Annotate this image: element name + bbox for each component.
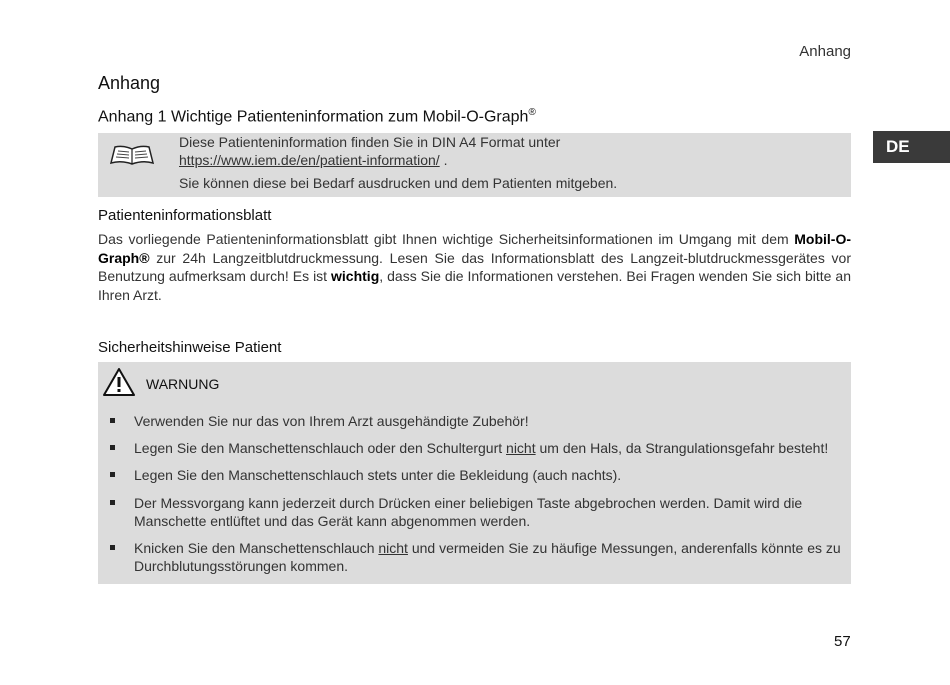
item-text: Der Messvorgang kann jederzeit durch Drücken einer beliebigen Taste abgebrochen werden. Damit wird die Manschette entlüftet und das Gerät kann abgenommen werden. [134, 494, 803, 529]
page-content [98, 73, 851, 584]
item-text: um den Hals, da Strangulationsgefahr besteht! [535, 440, 829, 457]
bullet [110, 500, 115, 505]
list-item [98, 439, 851, 457]
chapter-title: Anhang [98, 73, 161, 93]
registered-mark: ® [528, 107, 536, 118]
item-text: und vermeiden Sie zu häufige Messungen, anderenfalls könnte es zu Durchblutungsstörungen kommen. [134, 539, 841, 575]
page-number: 57 [834, 633, 851, 650]
patient-sheet-heading: Patienteninformationsblatt [98, 207, 272, 225]
book-icon [109, 144, 155, 169]
warning-list [98, 412, 851, 575]
info-box [98, 133, 851, 197]
running-header: Anhang [799, 43, 851, 60]
patient-sheet-text [98, 230, 851, 304]
section-title [98, 107, 851, 126]
section-title-text: Anhang 1 Wichtige Patienteninformation zum Mobil-O-Graph [98, 108, 529, 126]
item-text: Legen Sie den Manschettenschlauch oder den Schultergurt [134, 440, 507, 457]
info-line-2 [179, 152, 447, 168]
item-text: Knicken Sie den Manschettenschlauch [134, 539, 379, 556]
underlined-word: nicht [506, 440, 536, 457]
item-text: Verwenden Sie nur das von Ihrem Arzt ausgehändigte Zubehör! [134, 412, 529, 429]
text-part: Das vorliegende Patienteninformationsblatt gibt Ihnen wichtige Sicherheitsinformationen im Umgang mit dem [98, 231, 795, 248]
warning-triangle-icon [102, 367, 136, 402]
warning-label: WARNUNG [146, 376, 220, 393]
warning-box [98, 362, 851, 584]
text-part: , dass Sie die Informationen verstehen. Bei Fragen wenden Sie sich bitte an Ihren Arzt. [98, 268, 851, 303]
emphasis-word: wichtig [331, 268, 380, 285]
underlined-word: nicht [378, 539, 408, 556]
list-item [98, 494, 851, 530]
list-item [98, 466, 851, 484]
product-name: Mobil-O-Graph® [98, 231, 851, 266]
language-tab: DE [873, 131, 950, 163]
warning-header [102, 367, 851, 402]
info-line-3: Sie können diese bei Bedarf ausdrucken und dem Patienten mitgeben. [179, 175, 618, 192]
link-suffix: . [439, 152, 448, 169]
patient-info-link[interactable]: https://www.iem.de/en/patient-information/ [179, 152, 440, 169]
safety-heading: Sicherheitshinweise Patient [98, 338, 282, 356]
bullet [110, 472, 115, 477]
bullet [110, 418, 115, 423]
info-line-1: Diese Patienteninformation finden Sie in DIN A4 Format unter [179, 134, 561, 151]
list-item [98, 539, 851, 575]
list-item [98, 412, 851, 430]
text-part: zur 24h Langzeitblutdruckmessung. Lesen Sie das Informationsblatt des Langzeit-blutdruckmessgerätes vor Benutzung aufmerksam durch! Es ist [98, 249, 851, 285]
item-text: Legen Sie den Manschettenschlauch stets unter die Bekleidung (auch nachts). [134, 467, 622, 484]
bullet [110, 545, 115, 550]
bullet [110, 445, 115, 450]
